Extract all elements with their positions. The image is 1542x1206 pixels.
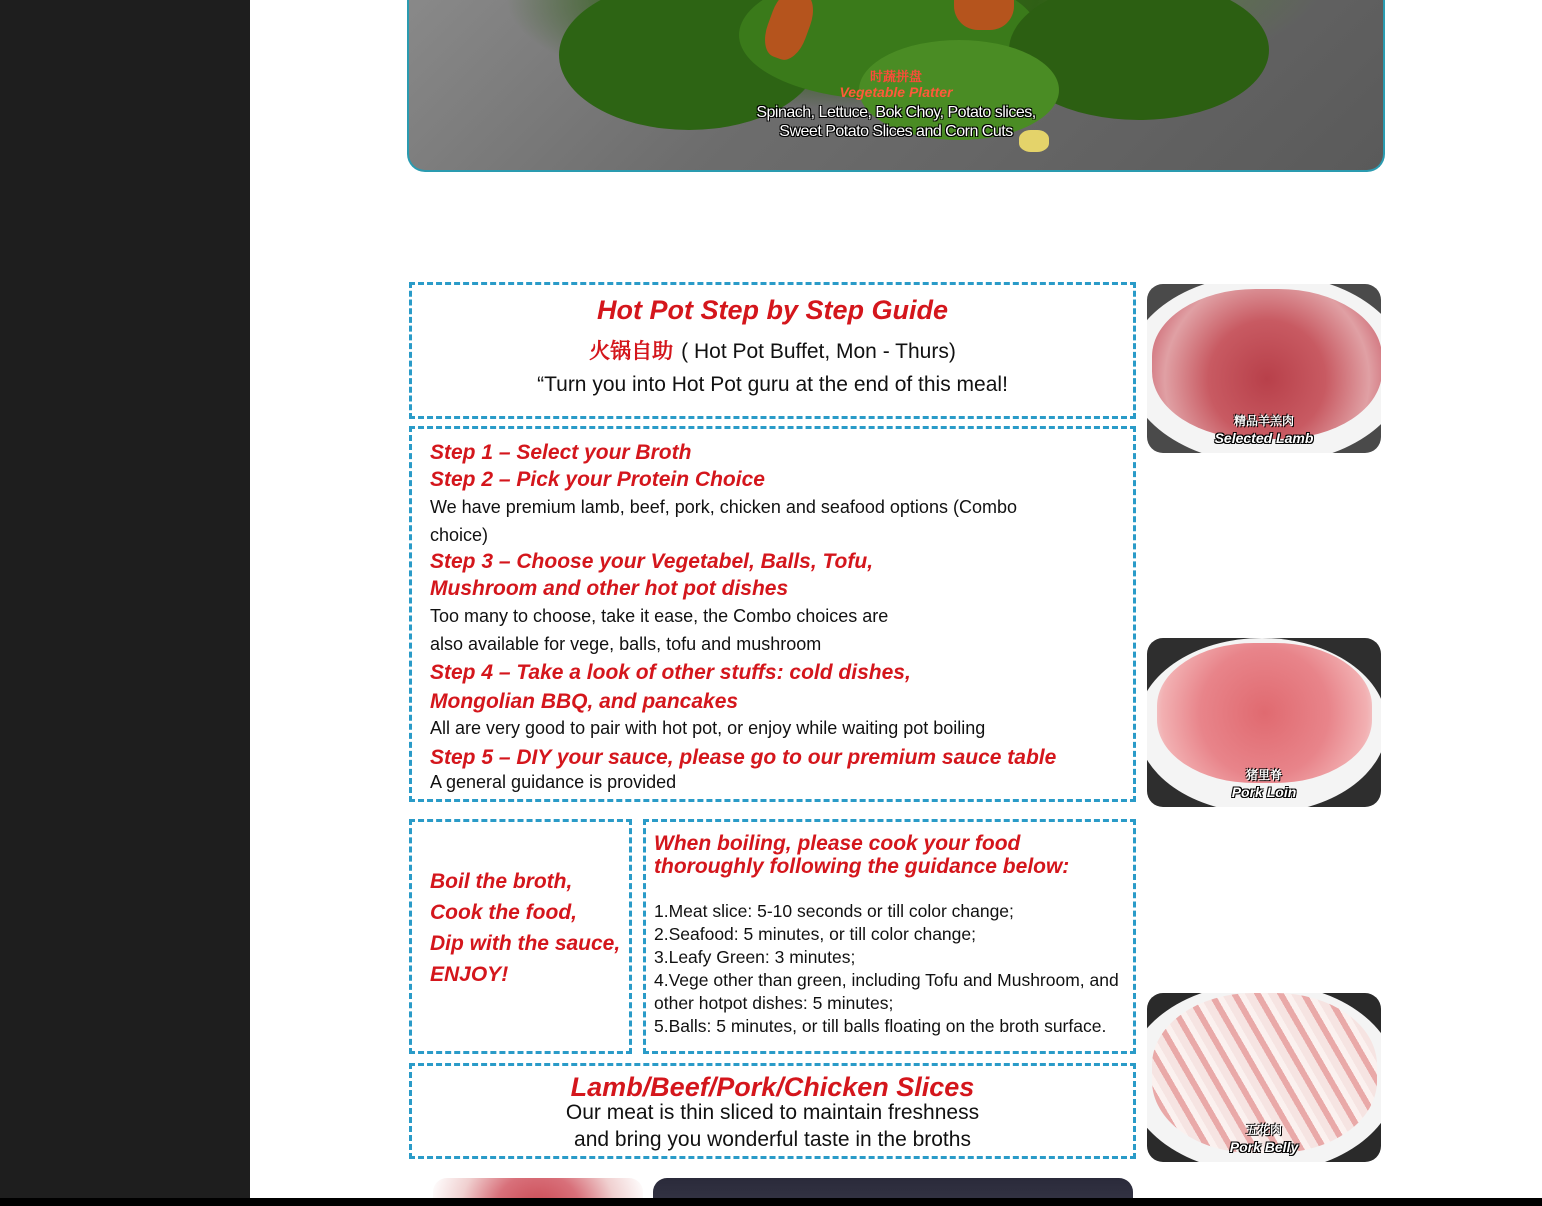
vegetable-platter-desc-line1: Spinach, Lettuce, Bok Choy, Potato slices,: [756, 104, 1036, 121]
cooking-guidance-box: [643, 819, 1136, 1054]
slices-desc-line1: Our meat is thin sliced to maintain freshness: [565, 1101, 980, 1124]
step-3-heading: Step 3 – Choose your Vegetabel, Balls, Tofu, Mushroom and other hot pot dishes: [430, 550, 874, 600]
vegetable-platter-name-en: Vegetable Platter: [839, 84, 953, 100]
boil-line-2: Cook the food,: [430, 901, 577, 924]
step-2-heading: Step 2 – Pick your Protein Choice: [430, 468, 765, 491]
steps-box: [409, 426, 1136, 802]
slices-box: [409, 1063, 1136, 1159]
step-3-text-1: Too many to choose, take it ease, the Combo choices are: [430, 606, 889, 626]
guide-subtitle-cn: 火锅自助: [589, 338, 674, 363]
boil-line-4: ENJOY!: [430, 963, 509, 986]
guide-quote: “Turn you into Hot Pot guru at the end of this meal!: [537, 373, 1008, 396]
boil-box: [409, 819, 632, 1054]
steps-list: [430, 439, 1110, 793]
bottom-meat-photo-left: [433, 1178, 643, 1198]
vegetable-platter-desc-line2: Sweet Potato Slices and Corn Cuts: [779, 123, 1013, 140]
cooking-item-4: 4.Vege other than green, including Tofu and Mushroom, and other hotpot dishes: 5 minutes;: [654, 970, 1119, 1013]
guide-subtitle: [412, 335, 1133, 365]
vegetable-platter-description: [409, 103, 1383, 141]
step-5-text: A general guidance is provided: [430, 772, 677, 792]
cooking-guidance-list: [654, 900, 1132, 1038]
pork-belly-photo: [1147, 993, 1381, 1162]
step-4-heading: Step 4 – Take a look of other stuffs: cold dishes, Mongolian BBQ, and pancakes: [430, 661, 911, 713]
slices-title: Lamb/Beef/Pork/Chicken Slices: [570, 1072, 975, 1102]
cooking-item-2: 2.Seafood: 5 minutes, or till color change;: [654, 924, 976, 944]
cooking-guidance-heading: When boiling, please cook your food thoroughly following the guidance below:: [654, 832, 1070, 878]
boil-instructions: [430, 866, 620, 990]
vegetable-platter-name-cn: 时蔬拼盘: [869, 70, 922, 85]
pork-loin-name-en: Pork Loin: [1231, 784, 1297, 800]
step-1-heading: Step 1 – Select your Broth: [430, 441, 692, 464]
step-3-text-2: also available for vege, balls, tofu and mushroom: [430, 634, 822, 654]
pork-loin-photo: [1147, 638, 1381, 807]
vegetable-platter-photo: [407, 0, 1385, 172]
step-2-text: We have premium lamb, beef, pork, chicken and seafood options (Combo choice): [430, 497, 1017, 545]
cooking-item-3: 3.Leafy Green: 3 minutes;: [654, 947, 856, 967]
guide-subtitle-en: ( Hot Pot Buffet, Mon - Thurs): [681, 340, 956, 363]
pork-loin-name-cn: 猪里脊: [1245, 768, 1282, 782]
step-4-text: All are very good to pair with hot pot, or enjoy while waiting pot boiling: [430, 718, 986, 738]
guide-title: Hot Pot Step by Step Guide: [596, 295, 948, 325]
pork-belly-name-en: Pork Belly: [1229, 1139, 1299, 1155]
selected-lamb-name-en: Selected Lamb: [1214, 430, 1314, 446]
boil-line-3: Dip with the sauce,: [430, 932, 621, 955]
slices-desc-line2: and bring you wonderful taste in the broths: [574, 1128, 971, 1151]
left-sidebar: [0, 0, 250, 1198]
step-5-heading: Step 5 – DIY your sauce, please go to our premium sauce table: [430, 746, 1057, 769]
boil-line-1: Boil the broth,: [430, 870, 573, 893]
cooking-item-1: 1.Meat slice: 5-10 seconds or till color change;: [654, 901, 1014, 921]
slices-description: [412, 1099, 1133, 1153]
selected-lamb-photo: [1147, 284, 1381, 453]
bottom-bar: [0, 1198, 1542, 1206]
menu-page[interactable]: [250, 0, 1542, 1198]
selected-lamb-name-cn: 精品羊羔肉: [1233, 414, 1294, 428]
bottom-meat-photo-right: [653, 1178, 1133, 1198]
cooking-item-5: 5.Balls: 5 minutes, or till balls floating on the broth surface.: [654, 1016, 1107, 1036]
pork-belly-name-cn: 五花肉: [1245, 1123, 1282, 1137]
guide-header-box: [409, 282, 1136, 419]
